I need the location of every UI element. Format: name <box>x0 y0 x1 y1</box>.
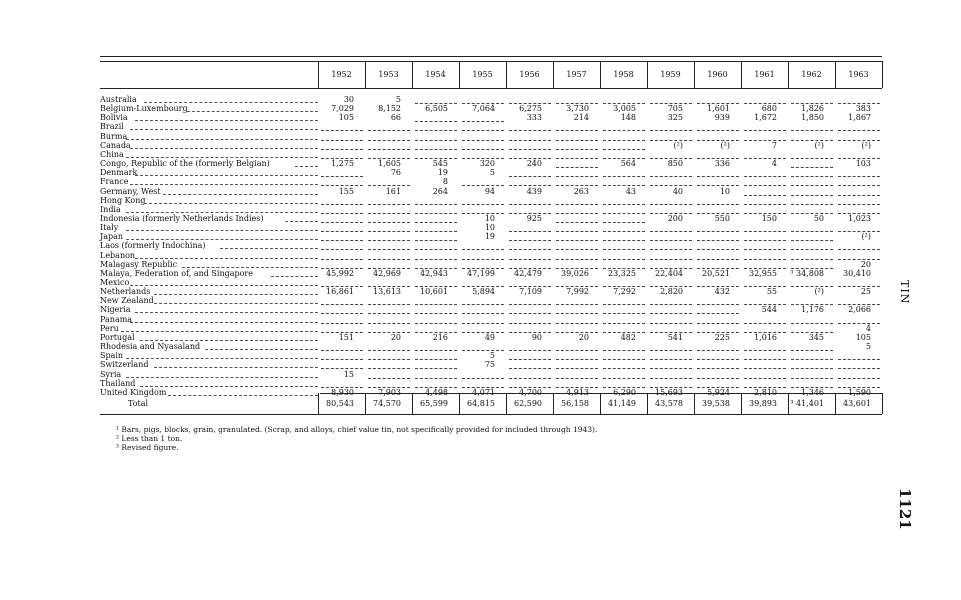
value-cell: 161 <box>385 186 401 196</box>
year-header: 1954 <box>425 70 446 79</box>
value-cell: 1,016 <box>754 332 777 342</box>
value-cell: 5 <box>865 342 871 352</box>
table-row <box>100 177 882 186</box>
dot-leader <box>220 248 319 249</box>
dot-leader <box>168 395 318 396</box>
dot-leader <box>154 367 318 368</box>
table-row <box>100 196 882 205</box>
value-cell: 850 <box>667 159 683 169</box>
country-name: United Kingdom <box>100 387 167 397</box>
value-cell: 564 <box>620 159 636 169</box>
value-cell: 5 <box>395 95 401 104</box>
column-divider <box>882 61 883 88</box>
value-cell: (²) <box>814 287 824 297</box>
value-cell: 7 <box>771 140 777 150</box>
total-column-divider <box>647 393 648 414</box>
dot-leader <box>285 221 318 222</box>
country-name: Laos (formerly Indochina) <box>100 241 206 251</box>
value-cell: 5 <box>489 168 495 178</box>
value-cell: 1,176 <box>801 305 824 315</box>
country-name: Spain <box>100 351 124 361</box>
value-cell: 39,026 <box>561 268 589 278</box>
footnote: ¹ Bars, pigs, blocks, grain, granulated. (Scrap, and alloys, chief value tin, not specifically provided for included through 1943). <box>116 425 598 434</box>
value-cell: 439 <box>526 186 542 196</box>
value-cell: 336 <box>714 159 730 169</box>
table-row <box>100 360 882 369</box>
dot-leader <box>130 322 318 323</box>
dot-leader <box>140 386 318 387</box>
value-cell: 1,275 <box>331 159 354 169</box>
value-cell: 75 <box>484 360 495 370</box>
value-cell: 20,521 <box>702 268 730 278</box>
table-row <box>100 333 882 342</box>
header-bottom-rule <box>100 88 882 89</box>
total-value: 65,599 <box>420 399 448 408</box>
value-cell: (²) <box>673 140 683 150</box>
value-cell: (²) <box>861 232 871 242</box>
value-cell: 8,152 <box>378 104 401 114</box>
value-cell: 150 <box>761 213 777 223</box>
value-cell: 151 <box>338 332 354 342</box>
dot-leader <box>163 194 318 195</box>
value-cell: 200 <box>667 213 683 223</box>
value-cell: ³ 34,808 <box>790 268 824 278</box>
value-cell: 66 <box>390 113 401 123</box>
value-cell: 30 <box>343 95 354 104</box>
table-row <box>100 305 882 314</box>
country-name: Switzerland <box>100 360 149 370</box>
value-cell: 1,850 <box>801 113 824 123</box>
value-cell: 541 <box>667 332 683 342</box>
year-header: 1961 <box>754 70 775 79</box>
country-name: Malaya, Federation of, and Singapore <box>100 268 253 278</box>
value-cell: 42,969 <box>373 268 401 278</box>
value-cell: (²) <box>720 140 730 150</box>
country-name: Japan <box>100 232 124 242</box>
value-cell: 7,992 <box>566 287 589 297</box>
total-label: Total <box>128 399 149 408</box>
total-value: ³ 41,401 <box>790 399 824 408</box>
table-row <box>100 214 882 223</box>
dot-leader <box>187 111 318 112</box>
total-value: 39,538 <box>702 399 730 408</box>
value-cell: 32,955 <box>749 268 777 278</box>
total-value: 64,815 <box>467 399 495 408</box>
value-cell: 155 <box>338 186 354 196</box>
footnote: ³ Revised figure. <box>116 443 179 452</box>
country-name: Netherlands <box>100 287 151 297</box>
country-name: Denmark <box>100 168 138 178</box>
value-cell: 10 <box>484 223 495 233</box>
total-value: 41,149 <box>608 399 636 408</box>
value-cell: 45,992 <box>326 268 354 278</box>
value-cell: 15 <box>343 369 354 379</box>
value-cell: 544 <box>761 305 777 315</box>
dot-leader <box>130 129 318 130</box>
country-name: Portugal <box>100 332 135 342</box>
value-cell: 42,479 <box>514 268 542 278</box>
country-name: Panama <box>100 314 133 324</box>
total-column-divider <box>365 393 366 414</box>
value-cell: 7,029 <box>331 104 354 114</box>
value-cell: 432 <box>714 287 730 297</box>
dot-leader <box>135 312 318 313</box>
total-value: 43,601 <box>843 399 871 408</box>
value-cell: 7,109 <box>519 287 542 297</box>
country-name: Nigeria <box>100 305 131 315</box>
value-cell: 545 <box>432 159 448 169</box>
dot-leader <box>121 331 318 332</box>
header-top-rule <box>100 61 882 62</box>
value-cell: 30,410 <box>843 268 871 278</box>
year-header: 1963 <box>848 70 869 79</box>
dot-leader <box>154 294 318 295</box>
table-row <box>100 370 882 379</box>
year-header: 1959 <box>660 70 681 79</box>
value-cell: 1,605 <box>378 159 401 169</box>
country-name: Syria <box>100 369 122 379</box>
value-cell: 383 <box>855 104 871 114</box>
country-name: Canada <box>100 140 131 150</box>
value-cell: 4 <box>771 159 777 169</box>
year-header: 1952 <box>331 70 352 79</box>
value-cell: 345 <box>808 332 824 342</box>
value-cell: 105 <box>338 113 354 123</box>
value-cell: 925 <box>526 213 542 223</box>
country-name: Brazil <box>100 122 124 132</box>
value-cell: 148 <box>620 113 636 123</box>
value-cell: 20 <box>578 332 589 342</box>
total-column-divider <box>835 393 836 414</box>
top-rule <box>100 56 882 57</box>
total-column-divider <box>553 393 554 414</box>
country-name: Belgium-Luxembourg <box>100 104 188 114</box>
value-cell: 1,826 <box>801 104 824 114</box>
value-cell: 47,199 <box>467 268 495 278</box>
value-cell: 43 <box>625 186 636 196</box>
value-cell: 225 <box>714 332 730 342</box>
dot-leader <box>130 148 318 149</box>
dot-leader <box>135 258 318 259</box>
value-cell: (²) <box>814 140 824 150</box>
value-cell: 214 <box>573 113 589 123</box>
value-cell: 22,404 <box>655 268 683 278</box>
table-row <box>100 351 882 360</box>
country-name: France <box>100 177 129 187</box>
value-cell: 216 <box>432 332 448 342</box>
table-row <box>100 104 882 113</box>
table-row <box>100 141 882 150</box>
dot-leader <box>144 203 318 204</box>
bottom-rule <box>100 414 882 415</box>
value-cell: 1,023 <box>848 213 871 223</box>
year-header: 1953 <box>378 70 399 79</box>
table-row <box>100 132 882 141</box>
total-value: 56,158 <box>561 399 589 408</box>
table-row <box>100 187 882 196</box>
table-row <box>100 159 882 168</box>
dot-leader <box>126 157 319 158</box>
value-cell: 4 <box>865 323 871 333</box>
footnote: ² Less than 1 ton. <box>116 434 183 443</box>
value-cell: 25 <box>860 287 871 297</box>
dot-leader <box>154 303 318 304</box>
value-cell: 94 <box>484 186 495 196</box>
value-cell: 5,894 <box>472 287 495 297</box>
value-cell: 49 <box>484 332 495 342</box>
country-name: Indonesia (formerly Netherlands Indies) <box>100 213 264 223</box>
total-value: 62,590 <box>514 399 542 408</box>
dot-leader <box>130 184 318 185</box>
country-name: Lebanon <box>100 250 136 260</box>
side-title: TIN <box>898 280 911 305</box>
value-cell: 90 <box>531 332 542 342</box>
value-cell: 705 <box>667 104 683 114</box>
country-name: Congo, Republic of the (formerly Belgian) <box>100 159 270 169</box>
table-row <box>100 379 882 388</box>
total-column-divider <box>741 393 742 414</box>
page-number: 1121 <box>896 488 914 530</box>
value-cell: 2,820 <box>660 287 683 297</box>
country-name: China <box>100 149 124 159</box>
value-cell: 1,867 <box>848 113 871 123</box>
value-cell: 264 <box>432 186 448 196</box>
value-cell: 6,505 <box>425 104 448 114</box>
dot-leader <box>140 340 318 341</box>
value-cell: 105 <box>855 332 871 342</box>
year-header: 1962 <box>801 70 822 79</box>
country-name: Burma <box>100 131 128 141</box>
value-cell: 55 <box>766 287 777 297</box>
value-cell: (²) <box>861 140 871 150</box>
total-value: 39,893 <box>749 399 777 408</box>
value-cell: 16,861 <box>326 287 354 297</box>
dot-leader <box>130 285 318 286</box>
dot-leader <box>135 120 318 121</box>
table-row <box>100 205 882 214</box>
value-cell: 325 <box>667 113 683 123</box>
value-cell: 50 <box>813 213 824 223</box>
country-name: Peru <box>100 323 119 333</box>
value-cell: 680 <box>761 104 777 114</box>
value-cell: 10 <box>484 213 495 223</box>
table-row <box>100 122 882 131</box>
year-header: 1956 <box>519 70 540 79</box>
table-row <box>100 232 882 241</box>
total-column-divider <box>788 393 789 414</box>
value-cell: 3,730 <box>566 104 589 114</box>
value-cell: 7,064 <box>472 104 495 114</box>
value-cell: 550 <box>714 213 730 223</box>
year-header: 1957 <box>566 70 587 79</box>
value-cell: 40 <box>672 186 683 196</box>
table-row <box>100 113 882 122</box>
total-column-divider <box>506 393 507 414</box>
country-name: New Zealand <box>100 296 154 306</box>
dot-leader <box>126 358 319 359</box>
table-row <box>100 241 882 250</box>
dot-leader <box>126 377 319 378</box>
table-row <box>100 287 882 296</box>
dot-leader <box>126 139 319 140</box>
country-name: Hong Kong <box>100 195 146 205</box>
value-cell: 19 <box>437 168 448 178</box>
dot-leader <box>126 230 319 231</box>
country-name: Thailand <box>100 378 136 388</box>
total-column-divider <box>459 393 460 414</box>
table-row <box>100 150 882 159</box>
year-header: 1955 <box>472 70 493 79</box>
value-cell: 13,613 <box>373 287 401 297</box>
country-name: Rhodesia and Nyasaland <box>100 342 201 352</box>
value-cell: 42,943 <box>420 268 448 278</box>
value-cell: 76 <box>390 168 401 178</box>
year-header: 1958 <box>613 70 634 79</box>
value-cell: 23,325 <box>608 268 636 278</box>
value-cell: 939 <box>714 113 730 123</box>
dot-leader <box>182 267 318 268</box>
value-cell: 320 <box>479 159 495 169</box>
dot-leader <box>126 212 319 213</box>
country-name: India <box>100 204 121 214</box>
value-cell: 6,275 <box>519 104 542 114</box>
country-name: Malagasy Republic <box>100 259 178 269</box>
country-name: Mexico <box>100 278 130 287</box>
dot-leader <box>135 175 318 176</box>
table-row <box>100 324 882 333</box>
value-cell: 20 <box>860 259 871 269</box>
total-top-rule <box>320 393 882 394</box>
table-row <box>100 342 882 351</box>
table-row <box>100 251 882 260</box>
value-cell: 1,601 <box>707 104 730 114</box>
year-header: 1960 <box>707 70 728 79</box>
table-row <box>100 95 882 104</box>
country-name: Italy <box>100 223 119 233</box>
value-cell: 10 <box>719 186 730 196</box>
country-name: Bolivia <box>100 113 128 123</box>
total-value: 43,578 <box>655 399 683 408</box>
total-value: 74,570 <box>373 399 401 408</box>
value-cell: 5 <box>489 351 495 361</box>
value-cell: 3,005 <box>613 104 636 114</box>
table-row <box>100 223 882 232</box>
dot-leader <box>144 102 318 103</box>
value-cell: 10,601 <box>420 287 448 297</box>
table-row <box>100 315 882 324</box>
value-cell: 1,672 <box>754 113 777 123</box>
total-column-divider <box>412 393 413 414</box>
value-cell: 8 <box>442 177 448 187</box>
country-name: Germany, West <box>100 186 161 196</box>
total-column-divider <box>694 393 695 414</box>
value-cell: 2,066 <box>848 305 871 315</box>
value-cell: 482 <box>620 332 636 342</box>
table-row <box>100 168 882 177</box>
value-cell: 333 <box>526 113 542 123</box>
total-column-divider <box>600 393 601 414</box>
country-name: Australia <box>100 95 137 104</box>
value-cell: 240 <box>526 159 542 169</box>
dot-leader <box>205 349 318 350</box>
table-row <box>100 278 882 287</box>
value-cell: 20 <box>390 332 401 342</box>
total-column-divider <box>318 393 319 414</box>
table-row <box>100 260 882 269</box>
value-cell: 263 <box>573 186 589 196</box>
value-cell: 103 <box>855 159 871 169</box>
value-cell: 7,292 <box>613 287 636 297</box>
value-cell: 19 <box>484 232 495 242</box>
table-row <box>100 269 882 278</box>
table-row <box>100 296 882 305</box>
total-value: 80,543 <box>326 399 354 408</box>
dot-leader <box>126 239 319 240</box>
total-column-divider <box>882 393 883 414</box>
